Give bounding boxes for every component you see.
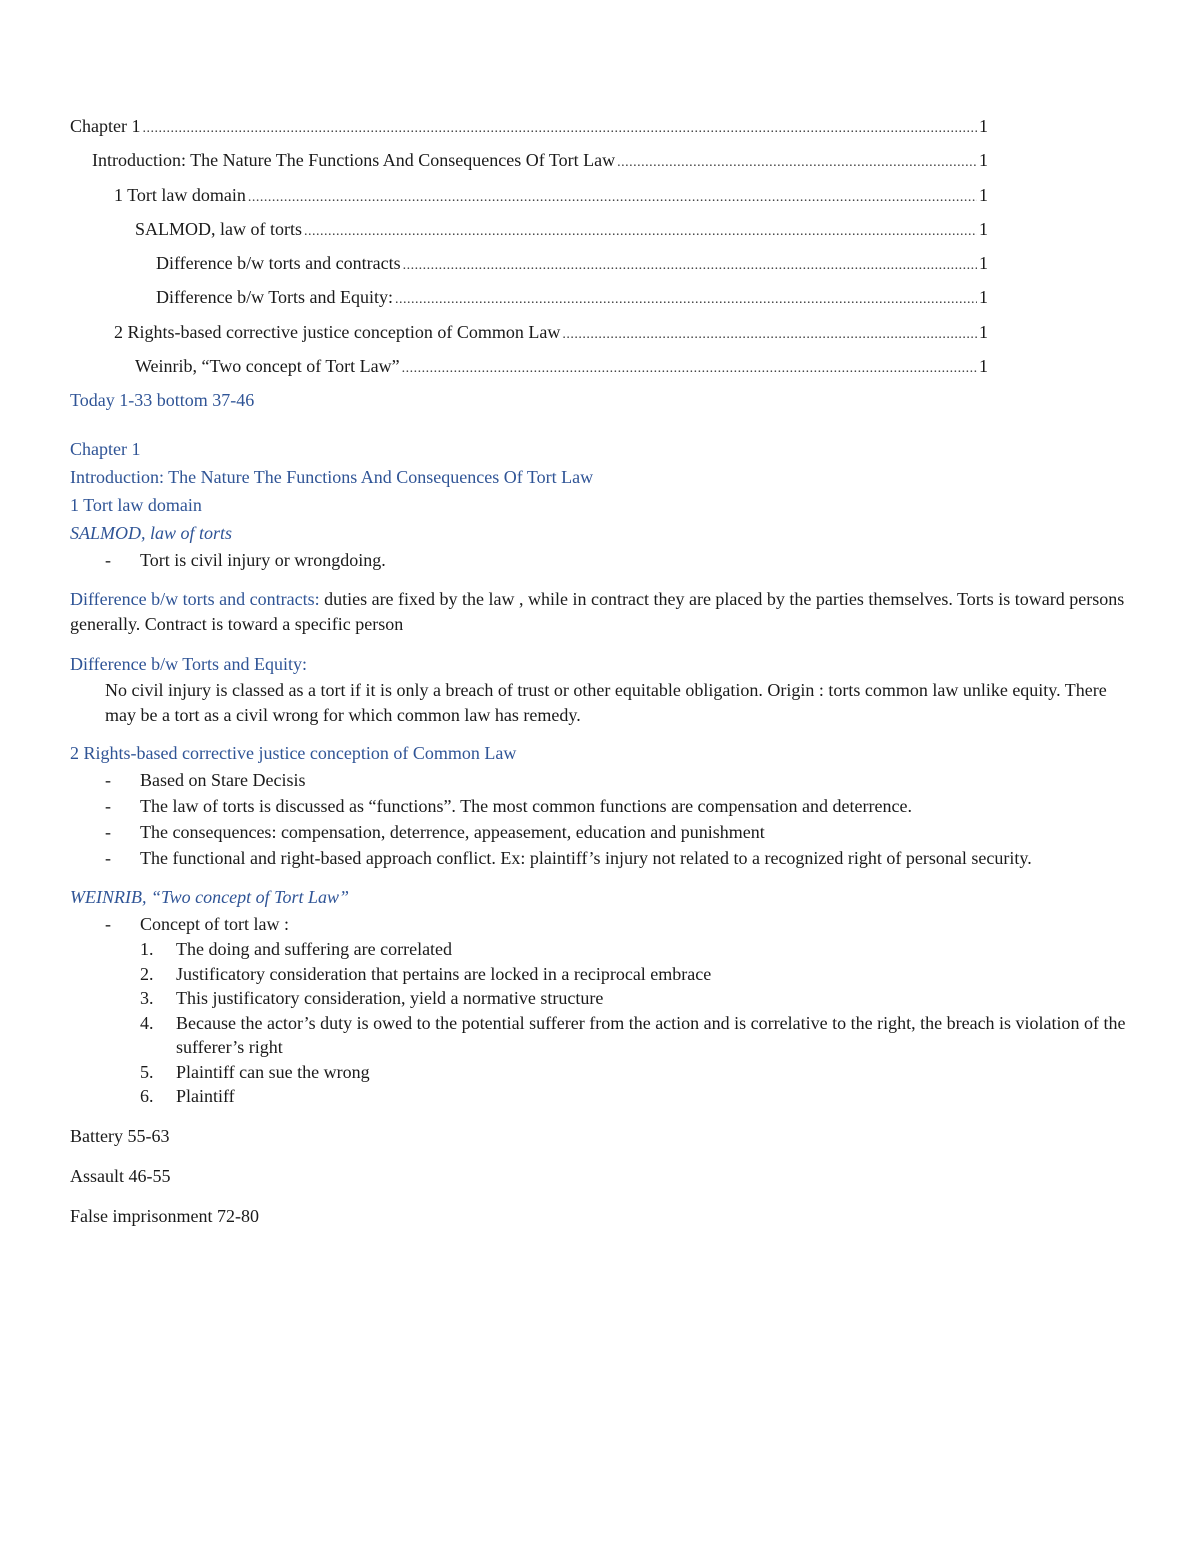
list-text: Justificatory consideration that pertains are locked in a reciprocal embrace xyxy=(176,963,712,984)
toc-entry-page: 1 xyxy=(979,321,988,342)
today-note: Today 1-33 bottom 37-46 xyxy=(70,390,255,411)
toc-entry-page: 1 xyxy=(979,356,988,377)
list-number: 6. xyxy=(140,1086,154,1107)
toc-leader-dots xyxy=(562,319,977,348)
toc-entry[interactable] xyxy=(70,284,988,318)
toc-entry[interactable] xyxy=(70,250,988,284)
list-item: - The functional and right-based approach conflict. Ex: plaintiff’s injury not related to a recognized right of personal security. xyxy=(70,845,1130,871)
toc-entry-text: Weinrib, “Two concept of Tort Law” xyxy=(135,356,400,377)
toc-leader-dots xyxy=(304,216,977,245)
toc-entry[interactable] xyxy=(70,147,988,181)
toc-entry-page: 1 xyxy=(979,253,988,274)
contracts-heading: Difference b/w torts and contracts: xyxy=(70,589,320,610)
list-item: - The consequences: compensation, deterrence, appeasement, education and punishment xyxy=(70,819,1130,845)
salmod-heading: SALMOD, law of torts xyxy=(70,523,233,544)
list-text: Because the actor’s duty is owed to the potential sufferer from the action and is correlative to the right, the breach is violation of the sufferer’s right xyxy=(176,1012,1126,1058)
toc-entry-page: 1 xyxy=(979,184,988,205)
list-item: - The law of torts is discussed as “functions”. The most common functions are compensation and deterrence. xyxy=(70,793,1130,819)
toc-entry-text: SALMOD, law of torts xyxy=(135,218,302,239)
weinrib-numbered-list xyxy=(70,937,1130,1109)
toc-entry[interactable] xyxy=(70,216,988,250)
list-item xyxy=(70,1060,1130,1085)
toc-leader-dots xyxy=(142,113,977,142)
toc-leader-dots xyxy=(617,147,977,176)
list-item: - Concept of tort law : xyxy=(70,911,1130,937)
document-page xyxy=(70,113,1130,1229)
weinrib-heading: WEINRIB, “Two concept of Tort Law” xyxy=(70,887,350,908)
chapter-heading: Chapter 1 xyxy=(70,439,141,460)
toc-entry-text: 2 Rights-based corrective justice conception of Common Law xyxy=(114,321,561,342)
toc-entry-page: 1 xyxy=(979,287,988,308)
contracts-text: duties are fixed by the law , while in contract they are placed by the parties themselves. Torts is toward persons generally. Contract is toward a specific person xyxy=(70,589,1125,634)
weinrib-bullets xyxy=(70,911,1130,937)
list-text: This justificatory consideration, yield a normative structure xyxy=(176,988,604,1009)
list-number: 1. xyxy=(140,939,154,960)
toc-entry[interactable] xyxy=(70,113,988,147)
list-item xyxy=(70,1084,1130,1109)
equity-heading: Difference b/w Torts and Equity: xyxy=(70,654,308,675)
false-imprisonment-note: False imprisonment 72-80 xyxy=(70,1205,259,1226)
toc-entry[interactable] xyxy=(70,353,988,387)
toc-entry[interactable] xyxy=(70,319,988,353)
list-number: 4. xyxy=(140,1012,154,1033)
equity-text: No civil injury is classed as a tort if it is only a breach of trust or other equitable obligation. Origin : torts common law unlike equity. There may be a tort as a civil wrong for which common law has remedy. xyxy=(105,680,1107,725)
contracts-paragraph xyxy=(70,587,1130,636)
toc-leader-dots xyxy=(395,284,977,313)
assault-note: Assault 46-55 xyxy=(70,1165,171,1186)
list-text: Plaintiff xyxy=(176,1086,235,1107)
battery-note: Battery 55-63 xyxy=(70,1125,170,1146)
toc-entry-text: Difference b/w torts and contracts xyxy=(156,253,401,274)
list-item xyxy=(70,986,1130,1011)
list-item: - Based on Stare Decisis xyxy=(70,767,1130,793)
rights-heading: 2 Rights-based corrective justice conception of Common Law xyxy=(70,743,517,764)
toc-entry-page: 1 xyxy=(979,116,988,136)
toc-entry-page: 1 xyxy=(979,150,988,171)
list-item xyxy=(70,1011,1130,1060)
domain-heading: 1 Tort law domain xyxy=(70,495,202,516)
list-item: - Tort is civil injury or wrongdoing. xyxy=(70,547,1130,573)
toc-entry-page: 1 xyxy=(979,218,988,239)
toc-leader-dots xyxy=(402,353,977,382)
intro-heading: Introduction: The Nature The Functions And Consequences Of Tort Law xyxy=(70,467,594,488)
toc-entry-text: 1 Tort law domain xyxy=(114,184,246,205)
list-item xyxy=(70,937,1130,962)
list-number: 2. xyxy=(140,963,154,984)
salmod-bullets xyxy=(70,547,1130,573)
toc-entry-text: Chapter 1 xyxy=(70,116,141,136)
toc-entry-text: Difference b/w Torts and Equity: xyxy=(156,287,394,308)
list-number: 5. xyxy=(140,1061,154,1082)
table-of-contents xyxy=(70,113,1130,387)
list-text: Plaintiff can sue the wrong xyxy=(176,1061,370,1082)
list-number: 3. xyxy=(140,988,154,1009)
toc-leader-dots xyxy=(248,182,977,211)
list-item xyxy=(70,962,1130,987)
toc-leader-dots xyxy=(403,250,977,279)
list-text: The doing and suffering are correlated xyxy=(176,939,453,960)
toc-entry[interactable] xyxy=(70,182,988,216)
toc-entry-text: Introduction: The Nature The Functions And Consequences Of Tort Law xyxy=(92,150,616,171)
rights-bullets xyxy=(70,767,1130,871)
